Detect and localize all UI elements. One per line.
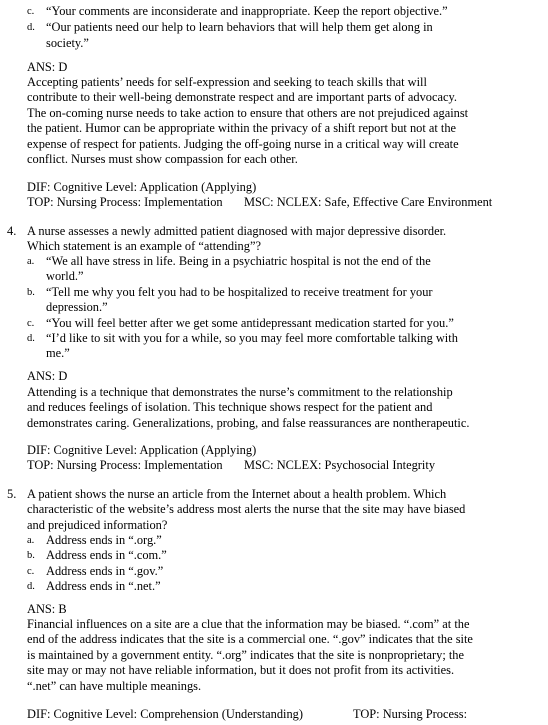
q3-rationale: [27, 75, 527, 167]
option-text-cont: world.”: [46, 269, 84, 283]
question-number: 4.: [7, 224, 17, 238]
option-letter: d.: [27, 22, 35, 33]
option-letter: b.: [27, 287, 35, 298]
option-text-cont: me.”: [46, 346, 70, 360]
q4-dif: DIF: Cognitive Level: Application (Applying): [27, 443, 257, 457]
question-5: [7, 487, 527, 535]
q3-top: TOP: Nursing Process: Implementation: [27, 195, 223, 209]
option-text: Address ends in “.com.”: [46, 548, 167, 562]
question-4: [7, 224, 527, 256]
option-letter: b.: [27, 550, 35, 561]
stem-line: and prejudiced information?: [27, 517, 168, 532]
q4-rationale: [27, 385, 527, 431]
q4-option-a: [27, 254, 527, 286]
stem-line: A nurse assesses a newly admitted patient diagnosed with major depressive disorder.: [27, 224, 447, 238]
q3-dif: DIF: Cognitive Level: Application (Applying): [27, 180, 257, 194]
option-text: “I’d like to sit with you for a while, so you may feel more comfortable talking with: [46, 331, 458, 345]
q5-option-a: [27, 533, 527, 549]
option-text-cont: depression.”: [46, 300, 108, 314]
question-number: 5.: [7, 487, 17, 501]
option-letter: c.: [27, 318, 35, 329]
stem-line: characteristic of the website’s address most alerts the nurse that the site may have biased: [27, 502, 466, 517]
q4-top: TOP: Nursing Process: Implementation: [27, 458, 223, 472]
q4-option-c: [27, 316, 527, 332]
option-text: “Our patients need our help to learn behaviors that will help them get along in: [46, 20, 433, 34]
rationale-line: is maintained by a government entity. “.org” indicates that the site is nonproprietary; the: [27, 647, 464, 662]
q5-rationale: [27, 617, 527, 694]
q5-dif: DIF: Cognitive Level: Comprehension (Understanding): [27, 707, 303, 721]
q4-option-d: [27, 331, 527, 363]
rationale-line: The on-coming nurse needs to take action to ensure that others are not prejudiced against: [27, 105, 469, 120]
q5-option-c: [27, 564, 527, 580]
question-stem: [27, 224, 517, 255]
rationale-line: the patient. Humor can be appropriate within the privacy of a shift report but not at the: [27, 121, 457, 136]
option-text: Address ends in “.net.”: [46, 579, 161, 593]
option-letter: c.: [27, 566, 35, 577]
stem-line: A patient shows the nurse an article from the Internet about a health problem. Which: [27, 487, 447, 501]
q3-answer: ANS: D: [27, 60, 68, 74]
rationale-line: Financial influences on a site are a clue that the information may be biased. “.com” at the: [27, 617, 470, 631]
rationale-line: conflict. Nurses must show compassion for each other.: [27, 152, 298, 167]
rationale-line: “.net” can have multiple meanings.: [27, 678, 202, 693]
option-text: “You will feel better after we get some antidepressant medication started for you.”: [46, 316, 454, 330]
rationale-line: Accepting patients’ needs for self-expression and seeking to teach skills that will: [27, 75, 427, 89]
option-text: “Your comments are inconsiderate and inappropriate. Keep the report objective.”: [46, 4, 448, 18]
q4-answer: ANS: D: [27, 369, 68, 383]
q3-msc: MSC: NCLEX: Safe, Effective Care Environment: [244, 195, 493, 209]
option-text-cont: society.”: [46, 36, 89, 50]
rationale-line: demonstrates caring. Generalizations, probing, and false reassurances are nontherapeutic.: [27, 415, 470, 430]
option-text: “Tell me why you felt you had to be hospitalized to receive treatment for your: [46, 285, 433, 299]
stem-line: Which statement is an example of “attending”?: [27, 239, 261, 254]
rationale-line: and reduces feelings of isolation. This technique shows respect for the patient and: [27, 400, 433, 415]
rationale-line: contribute to their well-being demonstrate respect and are important parts of advocacy.: [27, 90, 457, 105]
q4-msc: MSC: NCLEX: Psychosocial Integrity: [244, 458, 436, 472]
option-letter: a.: [27, 256, 35, 267]
q3-option-d: [27, 20, 527, 52]
rationale-line: Attending is a technique that demonstrates the nurse’s commitment to the relationship: [27, 385, 453, 399]
q4-option-b: [27, 285, 527, 317]
q5-answer: ANS: B: [27, 602, 67, 616]
option-text: Address ends in “.gov.”: [46, 564, 164, 578]
question-stem: [27, 487, 517, 533]
option-letter: c.: [27, 6, 35, 17]
q5-option-d: [27, 579, 527, 595]
option-letter: a.: [27, 535, 35, 546]
option-text: Address ends in “.org.”: [46, 533, 162, 547]
option-text: “We all have stress in life. Being in a psychiatric hospital is not the end of the: [46, 254, 431, 268]
rationale-line: site may or may not have reliable information, but it does not profit from its activities.: [27, 663, 455, 678]
q5-option-b: [27, 548, 527, 564]
q5-top: TOP: Nursing Process:: [353, 707, 468, 721]
rationale-line: end of the address indicates that the site is a commercial one. “.gov” indicates that the site: [27, 632, 473, 647]
option-letter: d.: [27, 333, 35, 344]
rationale-line: expense of respect for patients. Judging the off-going nurse in a critical way will create: [27, 136, 459, 151]
q3-option-c: [27, 4, 527, 20]
option-letter: d.: [27, 581, 35, 592]
